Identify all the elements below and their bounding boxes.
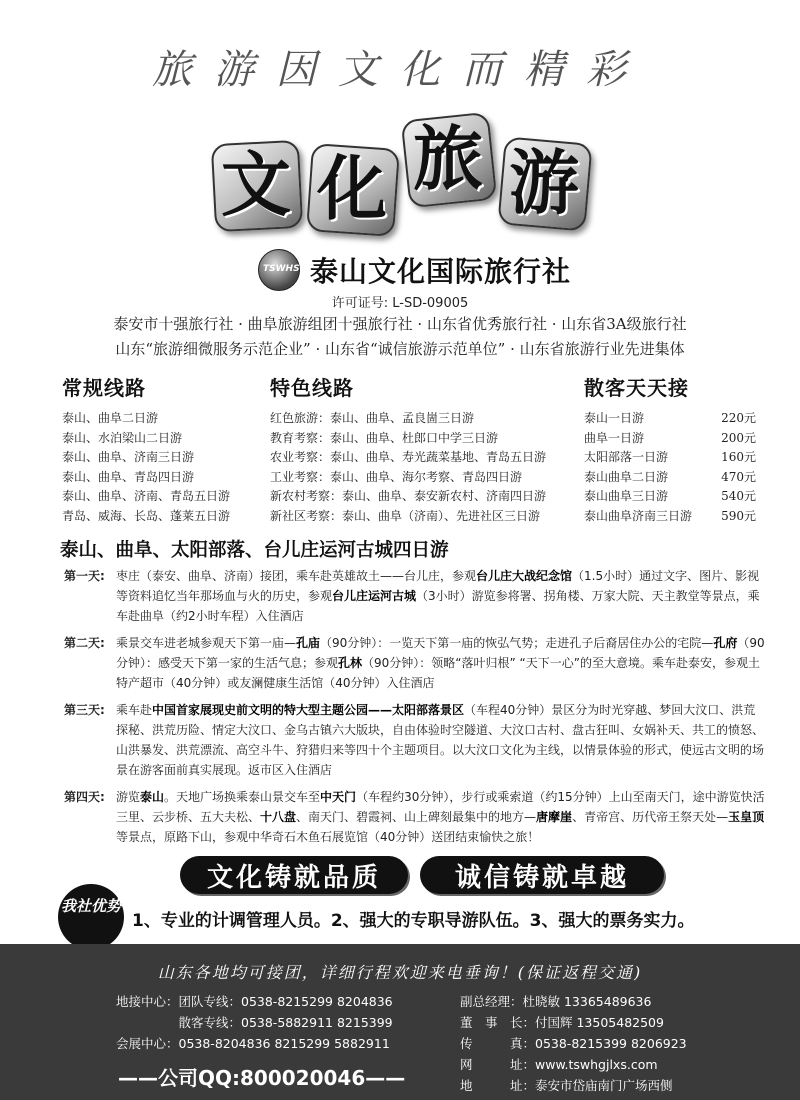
itinerary-day — [64, 787, 766, 847]
text-segment: （90分钟）：领略“落叶归根” “天下一心”的至大意境。乘车赴泰安，参观土特产超市（40分钟）或友澜健康生活馆（40分钟）入住酒店 — [116, 656, 760, 690]
top-slogan: 旅游因文化而精彩 — [152, 47, 648, 93]
day-label: 第四天: — [64, 790, 105, 804]
contact-left — [116, 991, 393, 1054]
logo-text: TSWHS — [263, 264, 300, 274]
highlight-text: 台儿庄大战纪念馆 — [476, 569, 573, 583]
tour-price: 540元 — [721, 489, 756, 503]
text-segment: 、南天门、碧霞祠、山上碑刻最集中的地方— — [296, 810, 537, 824]
contact-line: 传 真：0538-8215399 8206923 — [460, 1036, 687, 1051]
contact-line: 地接中心：团队专线：0538-8215299 8204836 — [116, 994, 393, 1009]
highlight-text: 唐摩崖 — [536, 810, 573, 824]
company-logo-icon — [258, 249, 300, 291]
list-item — [584, 468, 756, 488]
day-label: 第三天: — [64, 703, 105, 717]
day-description — [116, 633, 766, 693]
honor-line: 山东“旅游细微服务示范企业” · 山东省“诚信旅游示范单位” · 山东省旅游行业先进集体 — [115, 340, 685, 358]
list-item: 泰山、曲阜二日游 — [62, 411, 159, 425]
list-item — [584, 487, 756, 507]
regular-routes-title: 常规线路 — [62, 376, 146, 400]
text-segment: （车程40分钟）景区分为时光穿越、梦回大汶口、洪荒探秘、洪荒历险、情定大汶口、金乌古镇六大版块，自由体验时空隧道、大汶口古村、盘古狂叫、女娲补天、共工的愤怒、山洪暴发、洪荒漂流、高空斗牛、狩猎归来等四十个主题项目。以大汶口文化为主线，以情景体验的形式，使远古文明的场景在游客面前真实展现。返市区入住酒店 — [116, 703, 765, 777]
list-item: 农业考察：泰山、曲阜、寿光蔬菜基地、青岛五日游 — [270, 450, 547, 464]
advantage-badge: 我社优势 — [58, 884, 124, 950]
highlight-text: 泰山 — [140, 790, 165, 804]
contact-line: 会展中心：0538-8204836 8215299 5882911 — [116, 1036, 390, 1051]
daily-tours-title: 散客天天接 — [584, 376, 689, 400]
list-item: 新社区考察：泰山、曲阜（济南）、先进社区三日游 — [270, 508, 541, 523]
highlight-text: 孔林 — [338, 656, 363, 670]
text-segment: 游览 — [116, 790, 141, 804]
tour-price: 590元 — [721, 508, 756, 523]
tour-name: 泰山一日游 — [584, 411, 645, 425]
integrity-banner: 诚信铸就卓越 — [420, 856, 664, 894]
featured-tour-title: 泰山、曲阜、太阳部落、台儿庄运河古城四日游 — [60, 540, 449, 561]
tour-name: 泰山曲阜二日游 — [584, 469, 669, 484]
daily-tours — [584, 372, 756, 526]
list-item — [584, 448, 756, 468]
brand — [258, 248, 571, 292]
itinerary-day — [64, 633, 766, 693]
text-segment: 。天地广场换乘泰山景交车至 — [164, 790, 321, 804]
company-name: 泰山文化国际旅行社 — [310, 255, 572, 288]
list-item: 泰山、曲阜、济南、青岛五日游 — [62, 489, 231, 503]
quality-banner: 文化铸就品质 — [180, 856, 408, 894]
contact-line: 董 事 长：付国辉 13505482509 — [460, 1015, 664, 1030]
tour-name: 泰山曲阜三日游 — [584, 489, 669, 503]
contact-line: 网 址：www.tswhgjlxs.com — [460, 1057, 658, 1072]
tour-price: 470元 — [721, 469, 756, 484]
text-segment: 乘景交车进老城参观天下第一庙— — [116, 636, 297, 650]
itinerary-day — [64, 700, 766, 780]
footer-header: 山东各地均可接团，详细行程欢迎来电垂询！(保证返程交通) — [157, 963, 643, 982]
text-segment: （90分钟）：一览天下第一庙的恢弘气势；走进孔子后裔居住办公的宅院— — [320, 636, 714, 650]
tour-name: 太阳部落一日游 — [584, 450, 669, 464]
tour-price: 220元 — [721, 411, 756, 425]
title-char: 旅 — [413, 117, 483, 200]
list-item: 泰山、曲阜、青岛四日游 — [62, 469, 195, 484]
highlight-text: 孔庙 — [296, 636, 321, 650]
advantage-list: 1、专业的计调管理人员。2、强大的专职导游队伍。3、强大的票务实力。 — [132, 911, 695, 931]
title-tiles — [205, 110, 605, 240]
text-segment: （90分钟）：感受天下第一家的生活气息；参观 — [116, 636, 765, 670]
text-segment: 等景点，原路下山，参观中华奇石木鱼石展览馆（40分钟）送团结束愉快之旅！ — [116, 830, 540, 844]
company-qq: ——公司QQ:800020046—— — [118, 1066, 406, 1090]
day-description — [116, 787, 766, 847]
title-char: 文 — [221, 143, 291, 226]
highlight-text: 台儿庄运河古城 — [332, 589, 417, 603]
text-segment: 、青帝宫、历代帝王祭天处— — [572, 810, 729, 824]
text-segment: 乘车赴 — [116, 703, 153, 717]
list-item: 新农村考察：泰山、曲阜、泰安新农村、济南四日游 — [270, 489, 547, 503]
title-char: 游 — [509, 141, 579, 224]
day-description — [116, 700, 766, 780]
list-item — [584, 507, 756, 527]
day-label: 第二天: — [64, 636, 105, 650]
tour-name: 曲阜一日游 — [584, 430, 645, 445]
tour-price: 200元 — [721, 430, 756, 445]
list-item: 红色旅游：泰山、曲阜、孟良崮三日游 — [270, 411, 475, 425]
contact-line: 散客专线：0538-5882911 8215399 — [116, 1015, 393, 1030]
itinerary-day — [64, 566, 766, 626]
text-segment: （3小时）游览参将署、拐角楼、万家大院、天主教堂等景点，乘车赴曲阜（约2小时车程）入住酒店 — [116, 589, 760, 623]
title-char: 化 — [317, 147, 387, 230]
special-routes — [270, 372, 546, 526]
list-item: 教育考察：泰山、曲阜、杜郎口中学三日游 — [270, 430, 499, 445]
contact-line: 副总经理：杜晓敏 13365489636 — [460, 994, 652, 1009]
highlight-text: 中天门 — [320, 790, 357, 804]
highlight-text: 孔府 — [713, 636, 738, 650]
text-segment: （1.5小时）通过文字、图片、影视等资料追忆当年那场血与火的历史，参观 — [116, 569, 760, 603]
contact-line: 地 址：泰安市岱庙南门广场西侧 — [460, 1078, 673, 1093]
day-label: 第一天: — [64, 569, 105, 583]
itinerary — [64, 566, 766, 854]
highlight-text: 十八盘 — [260, 810, 297, 824]
highlight-text: 玉皇顶 — [728, 810, 765, 824]
list-item: 泰山、曲阜、济南三日游 — [62, 450, 195, 464]
list-item: 青岛、威海、长岛、蓬莱五日游 — [62, 508, 231, 523]
list-item: 泰山、水泊梁山二日游 — [62, 430, 183, 445]
day-description — [116, 566, 766, 626]
special-routes-title: 特色线路 — [270, 376, 354, 400]
list-item — [584, 429, 756, 449]
license-number: 许可证号: L-SD-09005 — [331, 296, 469, 311]
list-item — [584, 409, 756, 429]
regular-routes — [62, 372, 230, 526]
honor-line: 泰安市十强旅行社 · 曲阜旅游组团十强旅行社 · 山东省优秀旅行社 · 山东省3A级旅行社 — [113, 315, 687, 333]
contact-right — [460, 991, 687, 1096]
tour-name: 泰山曲阜济南三日游 — [584, 508, 693, 523]
highlight-text: 中国首家展现史前文明的特大型主题公园——太阳部落景区 — [152, 703, 465, 717]
list-item: 工业考察：泰山、曲阜、海尔考察、青岛四日游 — [270, 469, 523, 484]
tour-price: 160元 — [721, 450, 756, 464]
text-segment: （车程约30分钟），步行或乘索道（约15分钟）上山至南天门，途中游览快活三里、云步桥、五大夫松、 — [116, 790, 765, 824]
text-segment: 枣庄（泰安、曲阜、济南）接团，乘车赴英雄故土——台儿庄，参观 — [116, 569, 477, 583]
